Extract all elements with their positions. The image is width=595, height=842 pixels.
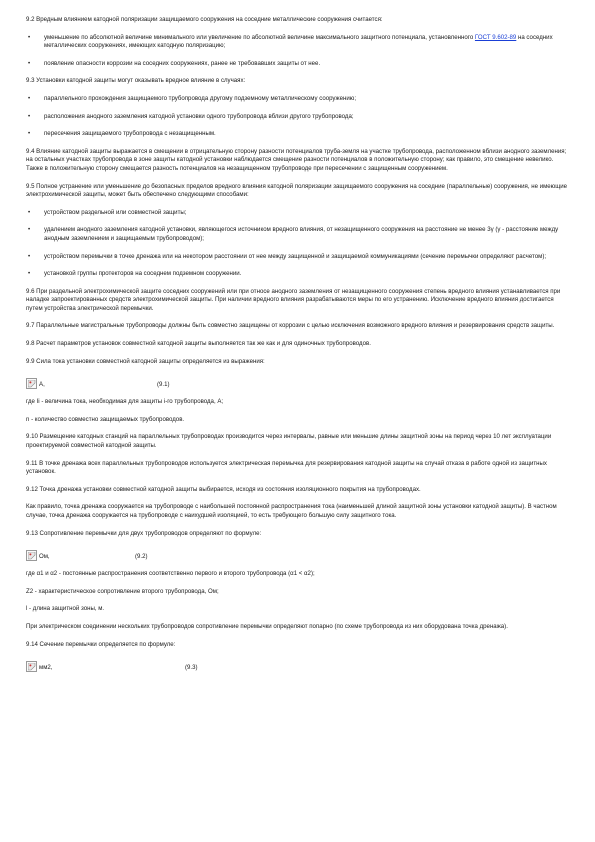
list-item xyxy=(26,113,569,122)
bullet-text: устройством раздельной или совместной защиты; xyxy=(44,208,187,216)
bullet-marker: • xyxy=(28,208,31,216)
bullet-text: установкой группы протекторов на соседнем подземном сооружении. xyxy=(44,270,242,278)
list-item xyxy=(26,270,569,279)
formula-unit: А, xyxy=(39,380,45,388)
list-item xyxy=(26,226,569,243)
bullet-text: пересечения защищаемого трубопровода с незащищенным. xyxy=(44,130,216,138)
paragraph-9-6: 9.6 При раздельной электрохимической защите соседних сооружений или при относе анодного заземления от незащищенного сооружения степень вредного влияния устанавливается при наладке запроектированных средств электрохимической защиты. При наличии вредного влияния разрабатываются меры по его устранению. Исключение вредного влияния достигается путем устройства электрической перемычки. xyxy=(26,287,561,312)
bullet-text: появление опасности коррозии на соседних сооружениях, ранее не требовавших защиты от нее. xyxy=(44,59,321,67)
gost-9-602-89-link[interactable]: ГОСТ 9.602-89 xyxy=(474,33,517,41)
formula-explanation: Z2 - характеристическое сопротивление второго трубопровода, Ом; xyxy=(26,587,219,595)
paragraph-9-5: 9.5 Полное устранение или уменьшение до безопасных пределов вредного влияния катодной поляризации защищаемого сооружения на соседние (параллельные) сооружения, не имеющие электрохимической защиты, может быть обеспечено следующими способами: xyxy=(26,182,568,199)
list-item xyxy=(26,209,569,218)
formula-unit: мм2, xyxy=(39,663,53,671)
broken-image-icon xyxy=(26,550,37,561)
paragraph-9-12: 9.12 Точка дренажа установки совместной катодной защиты выбирается, исходя из состояния изоляционного покрытия на трубопроводах. xyxy=(26,485,421,493)
bullet-marker: • xyxy=(28,112,31,120)
list-item xyxy=(26,60,569,69)
paragraph-9-13: 9.13 Сопротивление перемычки для двух трубопроводов определяют по формуле: xyxy=(26,529,262,537)
formula-9-1 xyxy=(26,375,569,389)
bullet-text: удалением анодного заземления катодной установки, являющегося источником вредного влияния, от незащищенного сооружения на расстояние не менее 3γ (γ - расстояние между анодным заземлением и защищаемым трубопроводом); xyxy=(44,226,559,242)
bullet-text: устройством перемычки в точке дренажа или на некотором расстоянии от нее между защищенной и защищаемой коммуникациями (сечение перемычки определяют расчетом); xyxy=(44,252,547,260)
paragraph-9-12-note: Как правило, точка дренажа сооружается на трубопроводе с наибольшей постоянной распространения тока (наименьшей длиной защитной зоны установки катодной защиты). В частном случае, точка дренажа сооружается на трубопроводе с наихудшей изоляцией, то есть требующего большую силу защитного тока. xyxy=(26,503,557,519)
bullet-marker: • xyxy=(28,252,31,260)
formula-9-3 xyxy=(26,658,569,672)
formula-explanation: где Ii - величина тока, необходимая для защиты i-го трубопровода, А; xyxy=(26,398,224,406)
formula-number: (9.3) xyxy=(185,663,198,671)
bullet-marker: • xyxy=(28,33,31,41)
broken-image-icon xyxy=(26,661,37,672)
formula-explanation: l - длина защитной зоны, м. xyxy=(26,605,105,613)
formula-explanation: n - количество совместно защищаемых трубопроводов. xyxy=(26,415,185,423)
paragraph-9-4: 9.4 Влияние катодной защиты выражается в смещении в отрицательную сторону разности потенциалов труба-земля на участке трубопровода, расположенном вблизи анодного заземления; на остальных участках трубопровода в зоне защиты катодной установки наблюдается смещение разности потенциалов в положительную сторону; как правило, это смещение невелико. Также в положительную сторону смещается разность потенциалов на незащищенном трубопроводе при пересечении с защищенным сооружением. xyxy=(26,147,567,172)
paragraph-9-2: 9.2 Вредным влиянием катодной поляризации защищаемого сооружения на соседние металлические сооружения считается: xyxy=(26,16,383,23)
bullet-marker: • xyxy=(28,270,31,278)
bullet-marker: • xyxy=(28,130,31,138)
paragraph-9-9: 9.9 Сила тока установки совместной катодной защиты определяется из выражения: xyxy=(26,357,265,365)
paragraph-9-7: 9.7 Параллельные магистральные трубопроводы должны быть совместно защищены от коррозии с целью исключения возможного вредного влияния и резервирования средств защиты. xyxy=(26,322,555,330)
paragraph-9-13-note: При электрическом соединении нескольких трубопроводов сопротивление перемычки определяют попарно (по схеме трубопровода из них оборудована точка дренажа). xyxy=(26,622,508,630)
paragraph-9-14: 9.14 Сечение перемычки определяется по формуле: xyxy=(26,640,176,648)
bullet-text: расположения анодного заземления катодной установки одного трубопровода вблизи другого трубопровода; xyxy=(44,112,354,120)
list-item xyxy=(26,95,569,104)
paragraph-9-10: 9.10 Размещение катодных станций на параллельных трубопроводах производится через интервалы, равные или меньшие длины защитной зоны на период через 10 лет эксплуатации проектируемой совместной катодной защиты. xyxy=(26,433,552,450)
bullet-text: параллельного прохождения защищаемого трубопровода другому подземному металлическому сооружению; xyxy=(44,94,357,102)
list-item xyxy=(26,253,569,262)
paragraph-9-11: 9.11 В точке дренажа всех параллельных трубопроводов используется электрическая перемычка для резервирования катодной защиты на случай отказа в работе одной из защитных установок. xyxy=(26,459,547,476)
bullet-text: на соседних металлических сооружениях, имеющих катодную поляризацию; xyxy=(44,33,553,50)
bullet-marker: • xyxy=(28,59,31,67)
paragraph-9-8: 9.8 Расчет параметров установок совместной катодной защиты выполняется так же как и для одиночных трубопроводов. xyxy=(26,340,371,348)
formula-explanation: где α1 и α2 - постоянные распространения соответственно первого и второго трубопровода (α1 < α2); xyxy=(26,570,315,578)
list-item xyxy=(26,34,569,51)
formula-9-2 xyxy=(26,547,569,561)
bullet-text: уменьшение по абсолютной величине минимального или увеличение по абсолютной величине максимального защитного потенциала, установленного xyxy=(44,33,475,41)
formula-number: (9.2) xyxy=(135,552,148,560)
formula-unit: Ом, xyxy=(39,552,50,560)
formula-number: (9.1) xyxy=(157,380,170,388)
bullet-marker: • xyxy=(28,94,31,102)
list-item xyxy=(26,130,569,139)
broken-image-icon xyxy=(26,378,37,389)
paragraph-9-3: 9.3 Установки катодной защиты могут оказывать вредное влияние в случаях: xyxy=(26,77,246,85)
bullet-marker: • xyxy=(28,226,31,234)
